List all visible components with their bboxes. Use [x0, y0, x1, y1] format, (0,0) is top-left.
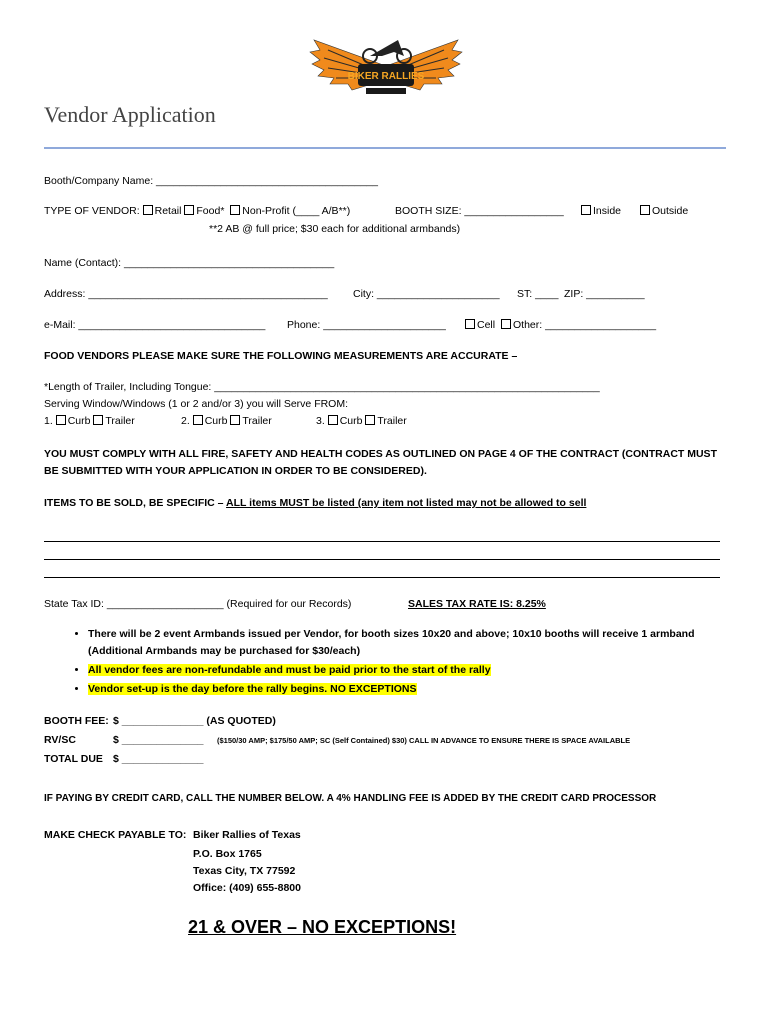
- trailer-label: Trailer: [105, 415, 135, 427]
- total-due-field[interactable]: $ ______________: [113, 753, 204, 765]
- trailer-checkbox-2[interactable]: [230, 415, 240, 425]
- curb-checkbox-1[interactable]: [56, 415, 66, 425]
- credit-card-notice: IF PAYING BY CREDIT CARD, CALL THE NUMBER BELOW. A 4% HANDLING FEE IS ADDED BY THE CREDIT CARD PROCESSOR: [44, 793, 657, 804]
- notice-nonrefundable: [88, 662, 728, 679]
- address-field[interactable]: Address: _________________________________________: [44, 288, 328, 300]
- other-option: [501, 319, 656, 331]
- outside-checkbox[interactable]: [640, 205, 650, 215]
- window-number: 2.: [181, 415, 190, 427]
- serving-windows-label: Serving Window/Windows (1 or 2 and/or 3) you will Serve FROM:: [44, 398, 349, 410]
- booth-size-field[interactable]: BOOTH SIZE: _________________: [395, 205, 564, 217]
- retail-label: Retail: [154, 205, 182, 217]
- email-field[interactable]: e-Mail: ________________________________: [44, 319, 266, 331]
- curb-checkbox-3[interactable]: [328, 415, 338, 425]
- nonprofit-label: Non-Profit (____ A/B**): [242, 205, 351, 217]
- phone-field[interactable]: Phone: _____________________: [287, 319, 446, 331]
- outside-label: Outside: [652, 205, 689, 217]
- highlighted-text: All vendor fees are non-refundable and must be paid prior to the start of the rally: [88, 664, 491, 676]
- comply-line-1: YOU MUST COMPLY WITH ALL FIRE, SAFETY AND HEALTH CODES AS OUTLINED ON PAGE 4 OF THE CONTRACT (CONTRACT MUST: [44, 448, 717, 460]
- comply-line-2: BE SUBMITTED WITH YOUR APPLICATION IN ORDER TO BE CONSIDERED).: [44, 465, 427, 477]
- inside-checkbox[interactable]: [581, 205, 591, 215]
- sales-tax-rate: SALES TAX RATE IS: 8.25%: [408, 598, 546, 610]
- payable-city: Texas City, TX 77592: [193, 865, 296, 877]
- curb-label: Curb: [339, 415, 363, 427]
- trailer-length-field[interactable]: *Length of Trailer, Including Tongue: __________________________________________________________________: [44, 381, 600, 393]
- booth-fee-label: BOOTH FEE:: [44, 715, 109, 727]
- items-line-2[interactable]: [44, 559, 720, 560]
- biker-rallies-logo: [306, 26, 466, 102]
- trailer-label: Trailer: [377, 415, 407, 427]
- type-of-vendor-row: [44, 205, 350, 217]
- title-rule: [44, 147, 726, 149]
- state-tax-id-field[interactable]: State Tax ID: ____________________ (Required for our Records): [44, 598, 352, 610]
- notice-list: [48, 626, 728, 700]
- cell-checkbox[interactable]: [465, 319, 475, 329]
- window-option-3: [316, 415, 407, 427]
- outside-option: [640, 205, 688, 217]
- name-contact-field[interactable]: Name (Contact): ____________________________________: [44, 257, 335, 269]
- cell-option: [465, 319, 495, 331]
- payable-name: Biker Rallies of Texas: [193, 829, 301, 841]
- logo-text: BIKER RALLIES: [347, 71, 425, 82]
- window-number: 3.: [316, 415, 325, 427]
- other-checkbox[interactable]: [501, 319, 511, 329]
- retail-checkbox[interactable]: [143, 205, 153, 215]
- payable-po-box: P.O. Box 1765: [193, 848, 262, 860]
- window-option-2: [181, 415, 272, 427]
- items-line-1[interactable]: [44, 541, 720, 542]
- other-field[interactable]: Other: ___________________: [513, 319, 657, 331]
- trailer-checkbox-1[interactable]: [93, 415, 103, 425]
- notice-setup: [88, 681, 728, 698]
- curb-checkbox-2[interactable]: [193, 415, 203, 425]
- items-line-3[interactable]: [44, 577, 720, 578]
- trailer-checkbox-3[interactable]: [365, 415, 375, 425]
- food-vendors-heading: FOOD VENDORS PLEASE MAKE SURE THE FOLLOWING MEASUREMENTS ARE ACCURATE –: [44, 350, 518, 362]
- inside-label: Inside: [593, 205, 622, 217]
- type-of-vendor-label: TYPE OF VENDOR:: [44, 205, 140, 217]
- food-checkbox[interactable]: [184, 205, 194, 215]
- booth-fee-field[interactable]: $ ______________ (AS QUOTED): [113, 715, 276, 727]
- curb-label: Curb: [67, 415, 91, 427]
- items-underlined: ALL items MUST be listed (any item not listed may not be allowed to sell: [226, 497, 587, 509]
- payable-office-phone: Office: (409) 655-8800: [193, 882, 301, 894]
- rvsc-label: RV/SC: [44, 734, 76, 746]
- page-title: Vendor Application: [44, 102, 216, 127]
- armband-note: **2 AB @ full price; $30 each for additional armbands): [209, 223, 461, 235]
- rvsc-note: ($150/30 AMP; $175/50 AMP; SC (Self Contained) $30) CALL IN ADVANCE TO ENSURE THERE IS SPACE AVAILABLE: [217, 736, 631, 745]
- state-field[interactable]: ST: ____: [517, 288, 559, 300]
- trailer-label: Trailer: [242, 415, 272, 427]
- window-option-1: [44, 415, 135, 427]
- cell-label: Cell: [477, 319, 496, 331]
- window-number: 1.: [44, 415, 53, 427]
- nonprofit-checkbox[interactable]: [230, 205, 240, 215]
- curb-label: Curb: [204, 415, 228, 427]
- notice-armbands: • There will be 2 event Armbands issued per Vendor, for booth sizes 10x20 and above; 10x10 booths will receive 1 armband (Additional Armbands may be purchased for $30/each): [88, 626, 728, 660]
- payable-label: MAKE CHECK PAYABLE TO:: [44, 829, 187, 841]
- items-heading: [44, 497, 586, 509]
- inside-option: [581, 205, 621, 217]
- food-label: Food*: [196, 205, 225, 217]
- items-lead: ITEMS TO BE SOLD, BE SPECIFIC –: [44, 497, 224, 509]
- age-restriction-notice: 21 & OVER – NO EXCEPTIONS!: [188, 917, 457, 937]
- city-field[interactable]: City: _____________________: [353, 288, 500, 300]
- zip-field[interactable]: ZIP: __________: [564, 288, 645, 300]
- booth-company-field[interactable]: Booth/Company Name: ______________________________________: [44, 175, 378, 187]
- total-due-label: TOTAL DUE: [44, 753, 103, 765]
- rvsc-field[interactable]: $ ______________: [113, 734, 204, 746]
- highlighted-text: Vendor set-up is the day before the rally begins. NO EXCEPTIONS: [88, 683, 417, 695]
